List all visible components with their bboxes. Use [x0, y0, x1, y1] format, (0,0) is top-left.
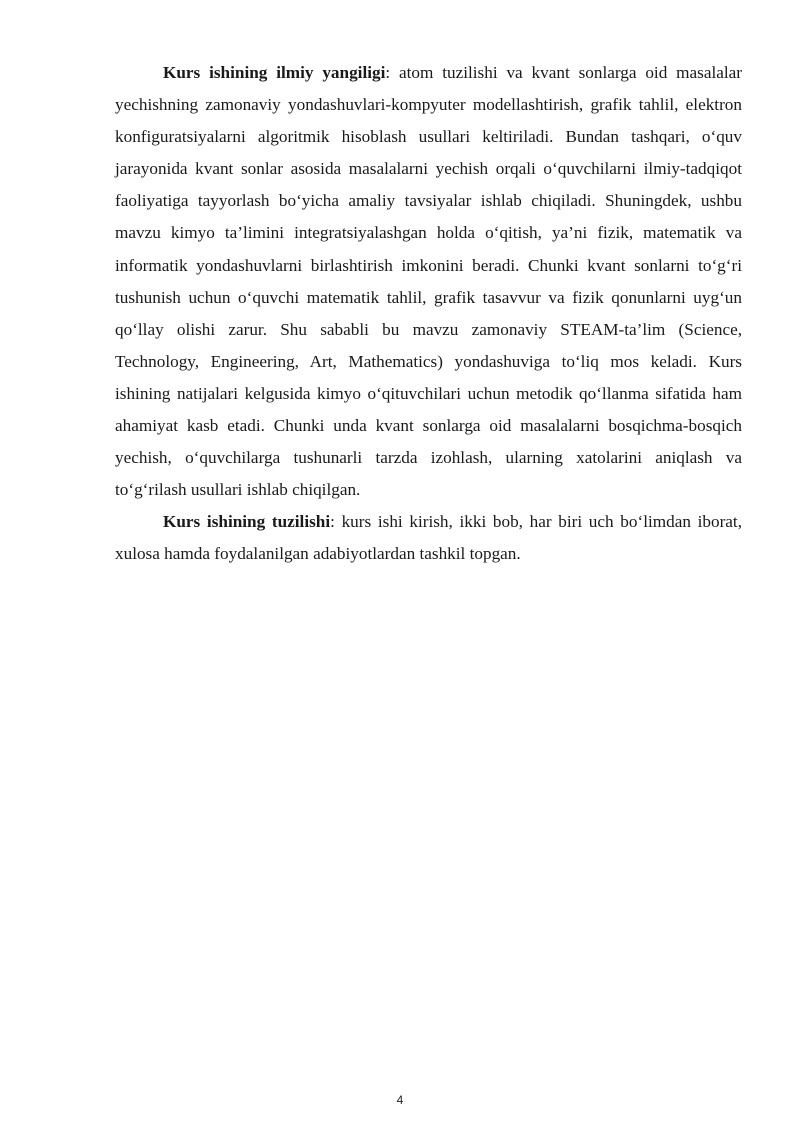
paragraph-structure	[115, 506, 742, 570]
paragraph-scientific-novelty	[115, 57, 742, 506]
paragraph-heading-structure: Kurs ishining tuzilishi	[163, 512, 331, 532]
paragraph-text-scientific-novelty: : atom tuzilishi va kvant sonlarga oid masalalar yechishning zamonaviy yondashuvlari-kompyuter modellashtirish, grafik tahlil, elektron konfiguratsiyalarni algoritmik hisoblash usullari keltiriladi. Bundan tashqari, o‘quv jarayonida kvant sonlar asosida masalalarni yechish orqali o‘quvchilarni ilmiy-tadqiqot faoliyatiga tayyorlash bo‘yicha amaliy tavsiyalar ishlab chiqiladi. Shuningdek, ushbu mavzu kimyo ta’limini integratsiyalashgan holda o‘qitish, ya’ni fizik, matematik va informatik yondashuvlarni birlashtirish imkonini beradi. Chunki kvant sonlarni to‘g‘ri tushunish uchun o‘quvchi matematik tahlil, grafik tasavvur va fizik qonunlarni uyg‘un qo‘llay olishi zarur. Shu sababli bu mavzu zamonaviy STEAM-ta’lim (Science, Technology, Engineering, Art, Mathematics) yondashuviga to‘liq mos keladi. Kurs ishining natijalari kelgusida kimyo o‘qituvchilari uchun metodik qo‘llanma sifatida ham ahamiyat kasb etadi. Chunki unda kvant sonlarga oid masalalarni bosqichma-bosqich yechish, o‘quvchilarga tushunarli tarzda izohlash, ularning xatolarini aniqlash va to‘g‘rilash usullari ishlab chiqilgan.	[115, 63, 743, 500]
page-content	[115, 57, 742, 571]
paragraph-heading-scientific-novelty: Kurs ishining ilmiy yangiligi	[163, 63, 386, 82]
page-number: 4	[396, 1093, 404, 1107]
paragraph-text-structure: : kurs ishi kirish, ikki bob, har biri uch bo‘limdan iborat, xulosa hamda foydalanilgan adabiyotlardan tashkil topgan.	[115, 512, 742, 564]
